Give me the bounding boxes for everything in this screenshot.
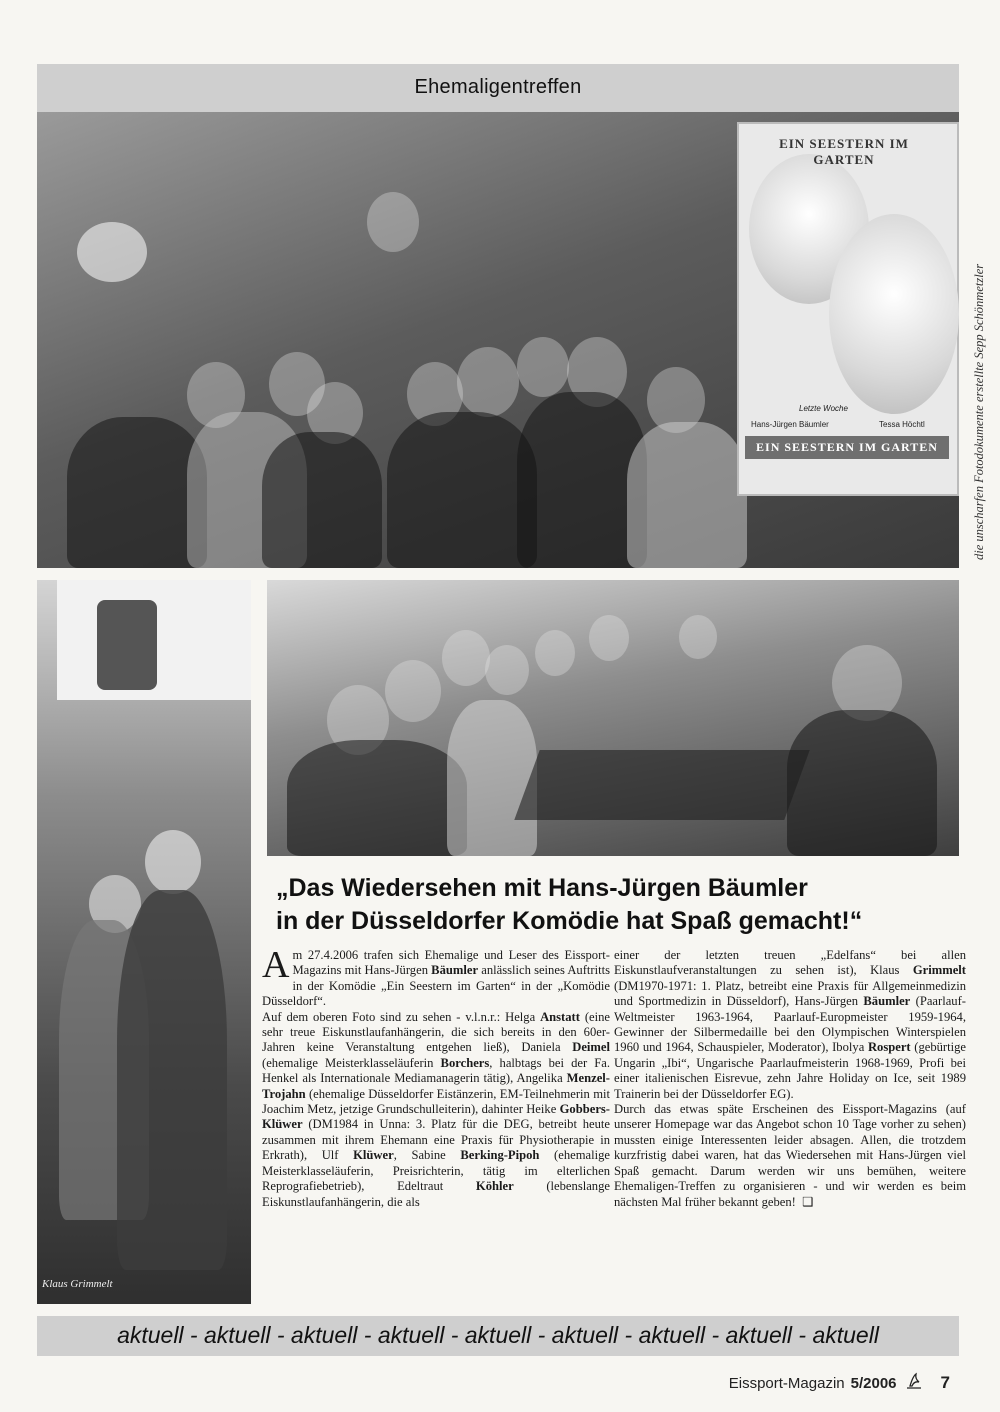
poster-actor-2: Tessa Höchtl (879, 420, 925, 429)
article-paragraph: einer der letzten treuen „Edelfans“ bei allen Eiskunstlaufveranstaltungen zu sehen ist), Klaus Grimmelt (DM1970-1971: 1. Platz, betreibt eine Praxis für Allgemeinmedizin und Sportmedizin in Düsseldorf), Hans-Jürgen Bäumler (Paarlauf-Weltmeister 1963-1964, Paarlauf-Europmeister 1959-1964, Gewinner der Silbermedaille bei den Olympischen Winterspielen 1960 und 1964, Schauspieler, Moderator), Ibolya Rospert (gebürtige Ungarin „Ibi“, Ungarische Paarlaufmeisterin 1968-1969, Profi bei einer italienischen Eisrevue, zehn Jahre Holiday on Ice, seit 1989 Trainerin bei der Düsseldorfer EG). (614, 948, 967, 1101)
section-header-bar (37, 64, 959, 112)
article-headline (276, 872, 966, 938)
section-title: Ehemaligentreffen (414, 76, 582, 98)
poster-title-bottom: EIN SEESTERN IM GARTEN (745, 436, 949, 459)
photo-credit (950, 120, 986, 560)
headline-line-2: in der Düsseldorfer Komödie hat Spaß gemacht!“ (276, 907, 863, 935)
skater-logo-icon (903, 1370, 925, 1396)
street-photo (37, 580, 251, 1304)
poster-actor-1: Hans-Jürgen Bäumler (751, 420, 829, 429)
footer-banner (37, 1316, 959, 1356)
page-info (729, 1370, 950, 1396)
poster-title-top: EIN SEESTERN IM GARTEN (779, 136, 909, 167)
photo-credit-text: die unscharfen Fotodokumente erstellte Sepp Schönmetzler (972, 263, 986, 560)
magazine-name: Eissport-Magazin (728, 1374, 845, 1392)
poster-note: Letzte Woche (799, 404, 848, 413)
article-paragraph: Am 27.4.2006 trafen sich Ehemalige und Leser des Eissport-Magazins mit Hans-Jürgen Bäumler anlässlich seines Auftritts in der Komödie „Ein Seestern im Garten“ in der „Komödie Düsseldorf“. (262, 944, 610, 1009)
footer-banner-text: aktuell - aktuell - aktuell - aktuell - aktuell - aktuell - aktuell - aktuell - aktuell (117, 1322, 879, 1348)
article-column-2 (614, 948, 966, 1210)
article-paragraph: Auf dem oberen Foto sind zu sehen - v.l.n.r.: Helga Anstatt (eine sehr treue Eiskunstlaufanhängerin, die sich bereits in den 60er-Jahren keine Veranstaltung entgehen ließ), Daniela Deimel (ehemalige Meisterklasseläuferin Borchers, halbtags bei der Fa. Henkel als Internationale Mediamanagerin tätig), Angelika Menzel-Trojahn (ehemalige Düsseldorfer Eistänzerin, EM-Teilnehmerin mit Joachim Metz, jetzige Grundschulleiterin), dahinter Heike Gobbers-Klüwer (DM1984 in Unna: 3. Platz für die DEG, betreibt heute zusammen mit ihrem Ehemann eine Praxis für Physiotherapie in Erkrath), Ulf Klüwer, Sabine Berking-Pipoh (ehemalige Meisterklasseläuferin, Preisrichterin, tätig im elterlichen Reprografiebetrieb), Edeltraut Köhler (lebenslange Eiskunstlaufanhängerin, die als (262, 1009, 610, 1209)
headline-line-1: „Das Wiedersehen mit Hans-Jürgen Bäumler (276, 874, 808, 902)
play-poster (737, 122, 959, 496)
article-column-1 (262, 944, 610, 1210)
photo-caption: Klaus Grimmelt (42, 1278, 113, 1290)
end-mark: ❑ (802, 1194, 814, 1209)
page-number: 7 (940, 1373, 950, 1392)
drop-cap: A (262, 944, 290, 986)
group-photo (37, 112, 959, 568)
restaurant-photo (267, 580, 959, 856)
issue-number: 5/2006 (850, 1374, 897, 1392)
article-paragraph: Durch das etwas späte Erscheinen des Eissport-Magazins (auf unserer Homepage war das Angebot schon 10 Tage vorher zu sehen) mussten einige Interessenten leider absagen. Allen, die trotzdem kurzfristig dabei waren, hat das Wiedersehen mit Hans-Jürgen viel Spaß gemacht. Darum werden wir uns bemühen, weitere Ehemaligen-Treffen zu organisieren - und wir werden es beim nächsten Mal früher bekannt geben! ❑ (614, 1102, 966, 1209)
